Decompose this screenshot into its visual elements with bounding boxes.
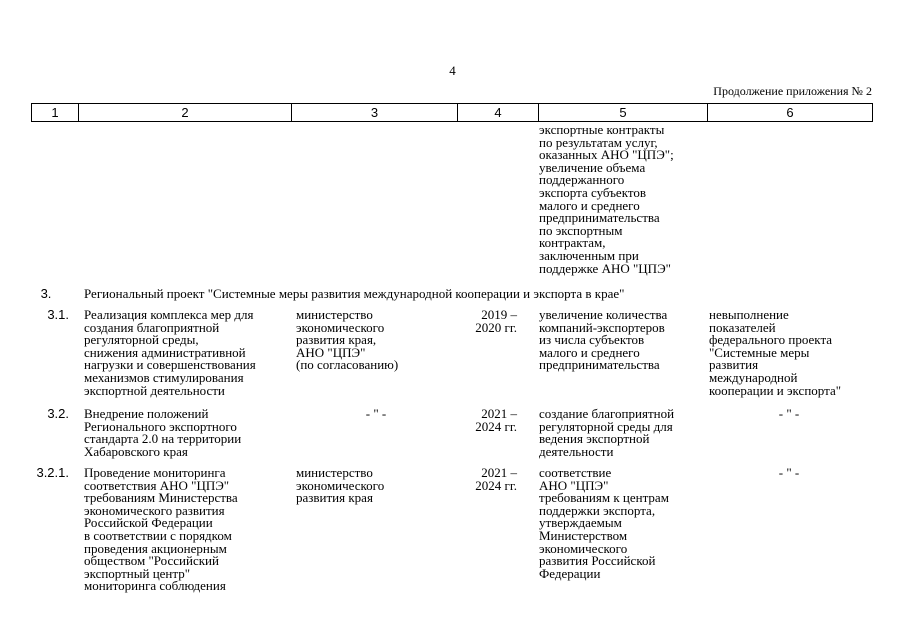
row-executor: министерство экономического развития края [296,465,385,506]
row-result: соответствие АНО "ЦПЭ" требованиям к центрам поддержки экспорта, утверждаемым Министерством экономического развития Российской Федерации [539,465,669,581]
row-result: увеличение количества компаний-экспортеров из числа субъектов малого и среднего предпринимательства [539,307,668,373]
page-number: 4 [449,63,456,78]
header-col-5: 5 [539,104,708,121]
header-col-6: 6 [786,105,794,120]
row-risk: невыполнение показателей федерального проекта "Системные меры развития международной кооперации и экспорта" [709,307,842,398]
row-number: 3.1. [47,307,69,322]
row-term: 2019 – 2020 гг. [475,307,517,335]
section-number: 3. [40,286,52,301]
section-title: Региональный проект "Системные меры развития международной кооперации и экспорта в крае" [84,286,625,301]
row-name: Реализация комплекса мер для создания благоприятной регуляторной среды, снижения административной нагрузки и совершенствования механизмов стимулирования экспортной деятельности [84,307,256,398]
header-col-2: 2 [79,104,292,121]
table-header-row [31,103,873,122]
row-term: 2021 – 2024 гг. [475,406,517,434]
header-col-4: 4 [458,104,539,121]
row-executor: - " - [365,406,387,421]
row-risk: - " - [778,465,800,480]
row-name: Проведение мониторинга соответствия АНО "ЦПЭ" требованиям Министерства экономического развития Российской Федерации в соответствии с порядком проведения акционерным обществом "Российский экспортный центр" мониторинга соблюдения [84,465,238,594]
row-name: Внедрение положений Регионального экспортного стандарта 2.0 на территории Хабаровского края [84,406,242,459]
row-result: создание благоприятной регуляторной среды для ведения экспортной деятельности [539,406,675,459]
row-executor: министерство экономического развития края, АНО "ЦПЭ" (по согласованию) [296,307,399,373]
header-col-3: 3 [292,104,458,121]
row-term: 2021 – 2024 гг. [475,465,517,493]
carryover-result-cell: экспортные контракты по результатам услуг, оказанных АНО "ЦПЭ"; увеличение объема поддержанного экспорта субъектов малого и среднего предпринимательства по экспортным контрактам, заключенным при поддержке АНО "ЦПЭ" [539,122,674,276]
row-risk: - " - [778,406,800,421]
row-number: 3.2. [47,406,69,421]
continuation-label: Продолжение приложения № 2 [713,84,872,98]
row-number: 3.2.1. [36,465,69,480]
header-col-1: 1 [32,104,79,121]
